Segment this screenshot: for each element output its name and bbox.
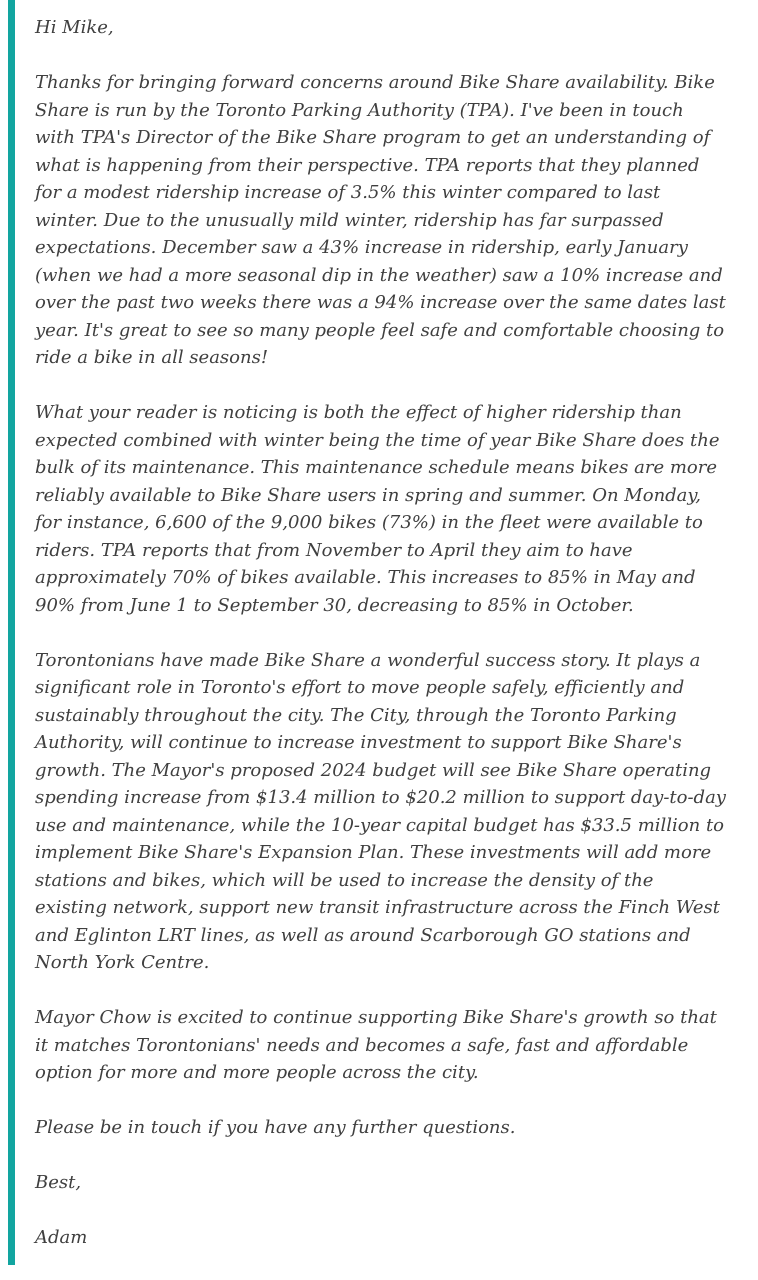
email-paragraph: Thanks for bringing forward concerns around Bike Share availability. Bike Share is run by the Toronto Parking Authority (TPA). I've been in touch with TPA's Director of the Bike Share program to get an understanding of what is happening from their perspective. TPA reports that they planned for a modest ridership increase of 3.5% this winter compared to last winter. Due to the unusually mild winter, ridership has far surpassed expectations. December saw a 43% increase in ridership, early January (when we had a more seasonal dip in the weather) saw a 10% increase and over the past two weeks there was a 94% increase over the same dates last year. It's great to see so many people feel safe and comfortable choosing to ride a bike in all seasons!: [35, 72, 726, 368]
email-paragraph: Torontonians have made Bike Share a wonderful success story. It plays a significant role in Toronto's effort to move people safely, efficiently and sustainably throughout the city. The City, through the Toronto Parking Authority, will continue to increase investment to support Bike Share's growth. The Mayor's proposed 2024 budget will see Bike Share operating spending increase from $13.4 million to $20.2 million to support day-to-day use and maintenance, while the 10-year capital budget has $33.5 million to implement Bike Share's Expansion Plan. These investments will add more stations and bikes, which will be used to increase the density of the existing network, support new transit infrastructure across the Finch West and Eglinton LRT lines, as well as around Scarborough GO stations and North York Centre.: [35, 649, 726, 973]
greeting: Hi Mike,: [35, 17, 114, 38]
quoted-email: [8, 0, 758, 1265]
email-paragraph: Please be in touch if you have any further questions.: [35, 1117, 516, 1138]
signoff: Best,: [35, 1172, 82, 1193]
email-paragraph: Mayor Chow is excited to continue supporting Bike Share's growth so that it matches Torontonians' needs and becomes a safe, fast and affordable option for more and more people across the city.: [35, 1007, 717, 1083]
email-paragraph: What your reader is noticing is both the effect of higher ridership than expected combined with winter being the time of year Bike Share does the bulk of its maintenance. This maintenance schedule means bikes are more reliably available to Bike Share users in spring and summer. On Monday, for instance, 6,600 of the 9,000 bikes (73%) in the fleet were available to riders. TPA reports that from November to April they aim to have approximately 70% of bikes available. This increases to 85% in May and 90% from June 1 to September 30, decreasing to 85% in October.: [35, 402, 720, 616]
signature: Adam: [35, 1227, 88, 1248]
